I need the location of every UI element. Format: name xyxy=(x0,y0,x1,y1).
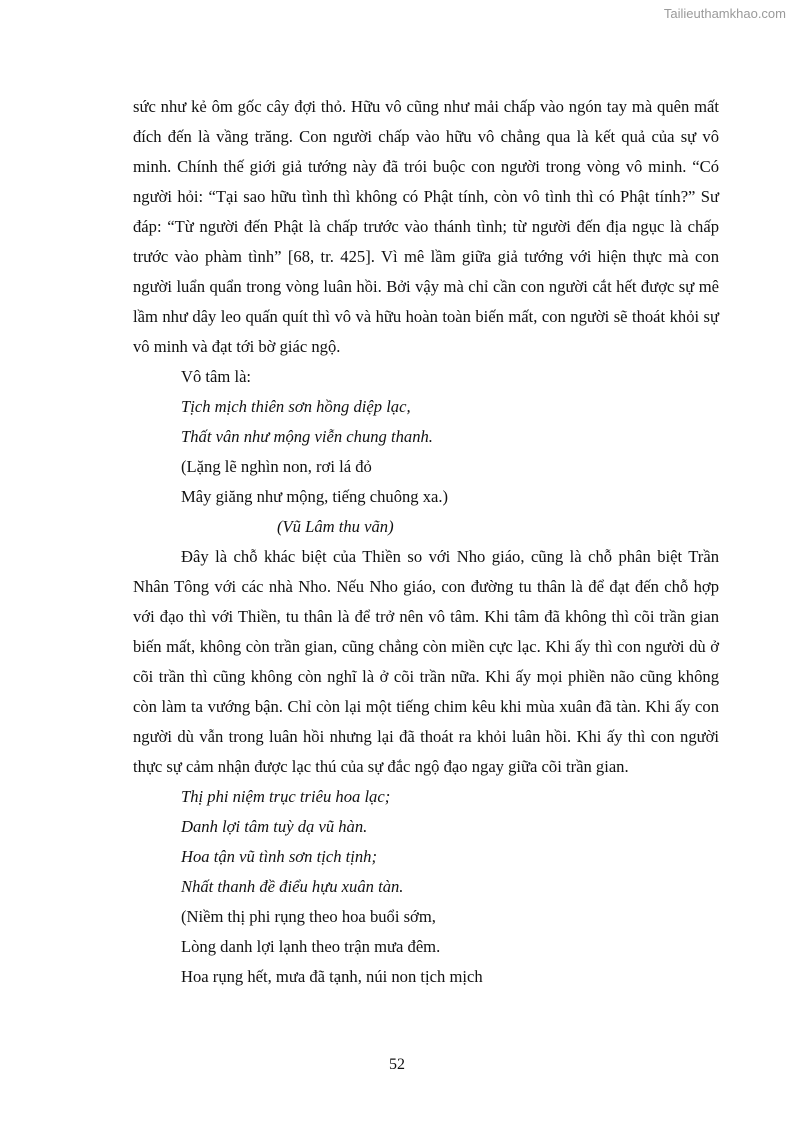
poem1-original-line-1: Tịch mịch thiên sơn hồng diệp lạc, xyxy=(181,397,411,416)
intro-line: Vô tâm là: xyxy=(181,367,252,386)
poem2-translation-line-2: Lòng danh lợi lạnh theo trận mưa đêm. xyxy=(181,937,441,956)
poem1-source: (Vũ Lâm thu vãn) xyxy=(277,517,394,536)
poem2-translation-line-1: (Niềm thị phi rụng theo hoa buổi sớm, xyxy=(181,907,436,926)
page-body xyxy=(133,92,719,992)
paragraph-2: Đây là chỗ khác biệt của Thiền so với Nho giáo, cũng là chỗ phân biệt Trần Nhân Tông với các nhà Nho. Nếu Nho giáo, con đường tu thân là để đạt đến chỗ hợp với đạo thì với Thiền, tu thân là để trở nên vô tâm. Khi tâm đã không thì cõi trần gian biến mất, không còn trần gian, cũng chẳng còn miền cực lạc. Khi ấy thì con người dù ở cõi trần thì cũng không còn nghĩ là ở cõi trần nữa. Khi ấy mọi phiền não cũng không còn làm ta vướng bận. Chỉ còn lại một tiếng chim kêu khi mùa xuân đã tàn. Khi ấy con người dù vẫn trong luân hồi nhưng lại đã thoát ra khỏi luân hồi. Khi ấy thì con người thực sự cảm nhận được lạc thú của sự đắc ngộ đạo ngay giữa cõi trần gian. xyxy=(133,547,719,776)
poem1-original-line-2: Thất vân như mộng viễn chung thanh. xyxy=(181,427,433,446)
poem2-translation-line-3: Hoa rụng hết, mưa đã tạnh, núi non tịch mịch xyxy=(181,967,483,986)
paragraph-1: sức như kẻ ôm gốc cây đợi thỏ. Hữu vô cũng như mải chấp vào ngón tay mà quên mất đích đến là vầng trăng. Con người chấp vào hữu vô chẳng qua là kết quả của sự vô minh. Chính thế giới giả tướng này đã trói buộc con người trong vòng vô minh. “Có người hỏi: “Tại sao hữu tình thì không có Phật tính, còn vô tình thì có Phật tính?” Sư đáp: “Từ người đến Phật là chấp trước vào thánh tình; từ người đến địa ngục là chấp trước vào phàm tình” [68, tr. 425]. Vì mê lầm giữa giả tướng với hiện thực mà con người luẩn quẩn trong vòng luân hồi. Bởi vậy mà chỉ cần con người cắt hết được sự mê lầm như dây leo quấn quít thì vô và hữu hoàn toàn biến mất, con người sẽ thoát khỏi sự vô minh và đạt tới bờ giác ngộ. xyxy=(133,97,719,356)
poem2-original-line-3: Hoa tận vũ tình sơn tịch tịnh; xyxy=(181,847,377,866)
watermark-text: Tailieuthamkhao.com xyxy=(663,6,786,21)
poem2-original-line-1: Thị phi niệm trục triêu hoa lạc; xyxy=(181,787,391,806)
page-number: 52 xyxy=(389,1056,405,1073)
poem1-translation-line-2: Mây giăng như mộng, tiếng chuông xa.) xyxy=(181,487,449,506)
poem1-translation-line-1: (Lặng lẽ nghìn non, rơi lá đỏ xyxy=(181,457,372,476)
poem2-original-line-4: Nhất thanh đề điểu hựu xuân tàn. xyxy=(181,877,404,896)
poem2-original-line-2: Danh lợi tâm tuỳ dạ vũ hàn. xyxy=(181,817,368,836)
